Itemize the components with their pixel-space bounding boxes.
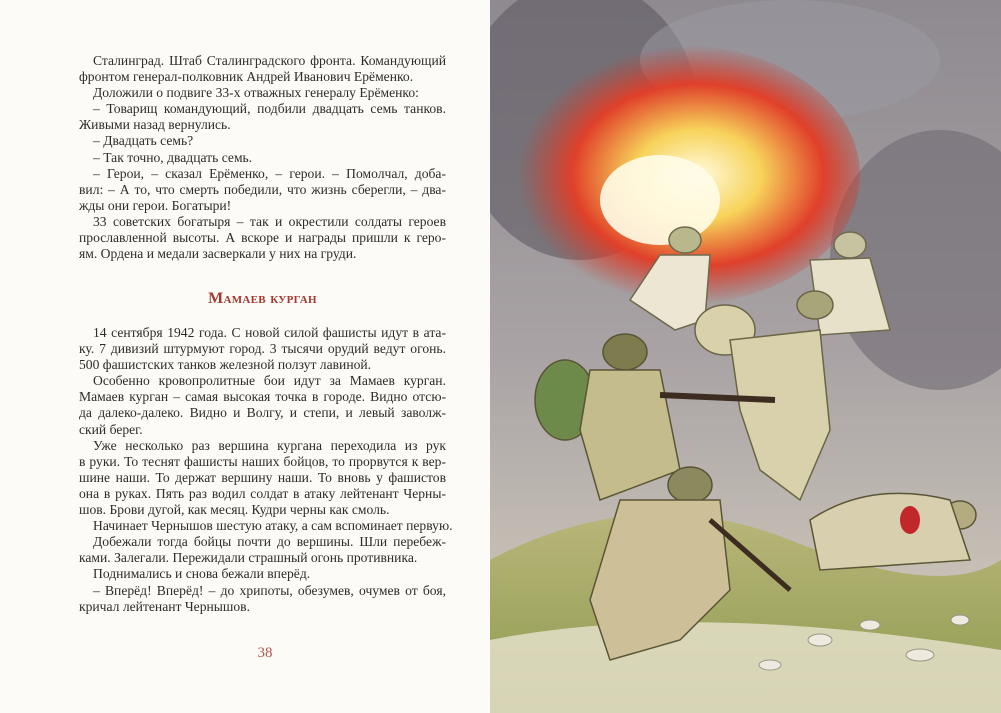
text-line: – Двадцать семь?	[93, 133, 194, 149]
text-line: Сталинград. Штаб Сталинградского фронта. Командующий	[93, 53, 446, 68]
text-line: в руки. То теснят фашисты наших бойцов, то прорвутся к вер-	[79, 453, 446, 469]
text-line: Особенно кровопролитные бои идут за Мамаев курган.	[93, 373, 446, 389]
text-line: Добежали тогда бойцы почти до вершины. Шли перебеж-	[93, 534, 446, 550]
text-block-bottom	[79, 325, 453, 615]
left-page	[0, 0, 490, 713]
text-line: Поднимались и снова бежали вперёд.	[93, 566, 311, 582]
text-line: да далеко-далеко. Видно и Волгу, и степи, и левый заволж-	[79, 405, 446, 421]
text-line: ку. 7 дивизий штурмуют город. 3 тысячи орудий ведут огонь.	[79, 341, 446, 357]
text-line: ками. Залегали. Пережидали страшный огонь противника.	[79, 550, 418, 566]
text-line: – Герои, – сказал Ерёменко, – герои. – Помолчал, доба-	[93, 165, 446, 181]
battle-illustration	[490, 0, 1001, 713]
text-line: 500 фашистских танков железной ползут лавиной.	[79, 357, 372, 373]
text-line: ям. Ордена и медали засверкали у них на груди.	[79, 246, 357, 262]
text-line: фронтом генерал-полковник Андрей Иванович Ерёменко.	[79, 69, 414, 85]
chapter-heading: Мамаев курган	[208, 290, 317, 307]
text-line: жды они герои. Богатыри!	[79, 197, 232, 213]
text-line: Мамаев курган – самая высокая точка в городе. Видно отсю-	[79, 389, 446, 405]
text-line: ский берег.	[79, 421, 143, 437]
text-line: кричал лейтенант Чернышов.	[79, 598, 250, 614]
text-block-top	[79, 53, 446, 262]
text-line: Живыми назад вернулись.	[79, 117, 231, 133]
text-line: вил: – А то, что смерть победили, что жизнь сберегли, – два-	[79, 181, 446, 197]
page-number: 38	[257, 645, 273, 661]
text-line: – Вперёд! Вперёд! – до хрипоты, обезумев, очумев от боя,	[93, 582, 446, 598]
text-line: она в руках. Пять раз водил солдат в атаку лейтенант Черны-	[79, 485, 446, 501]
text-line: прославленной высоты. А вскоре и награды пришли к геро-	[79, 230, 446, 246]
text-line: – Так точно, двадцать семь.	[93, 149, 253, 165]
text-line: Уже несколько раз вершина кургана переходила из рук	[93, 437, 446, 453]
text-line: 33 советских богатыря – так и окрестили солдаты героев	[93, 213, 446, 229]
text-line: шов. Брови дугой, как месяц. Кудри черны как смоль.	[79, 502, 390, 518]
text-line: Доложили о подвиге 33-х отважных генералу Ерёменко:	[93, 85, 419, 101]
text-line: 14 сентября 1942 года. С новой силой фашисты идут в ата-	[93, 325, 446, 340]
text-line: шине наши. То держат вершину наши. То вновь у фашистов	[79, 469, 446, 485]
text-line: Начинает Чернышов шестую атаку, а сам вспоминает первую.	[93, 518, 453, 534]
text-line: – Товарищ командующий, подбили двадцать семь танков.	[93, 101, 446, 117]
